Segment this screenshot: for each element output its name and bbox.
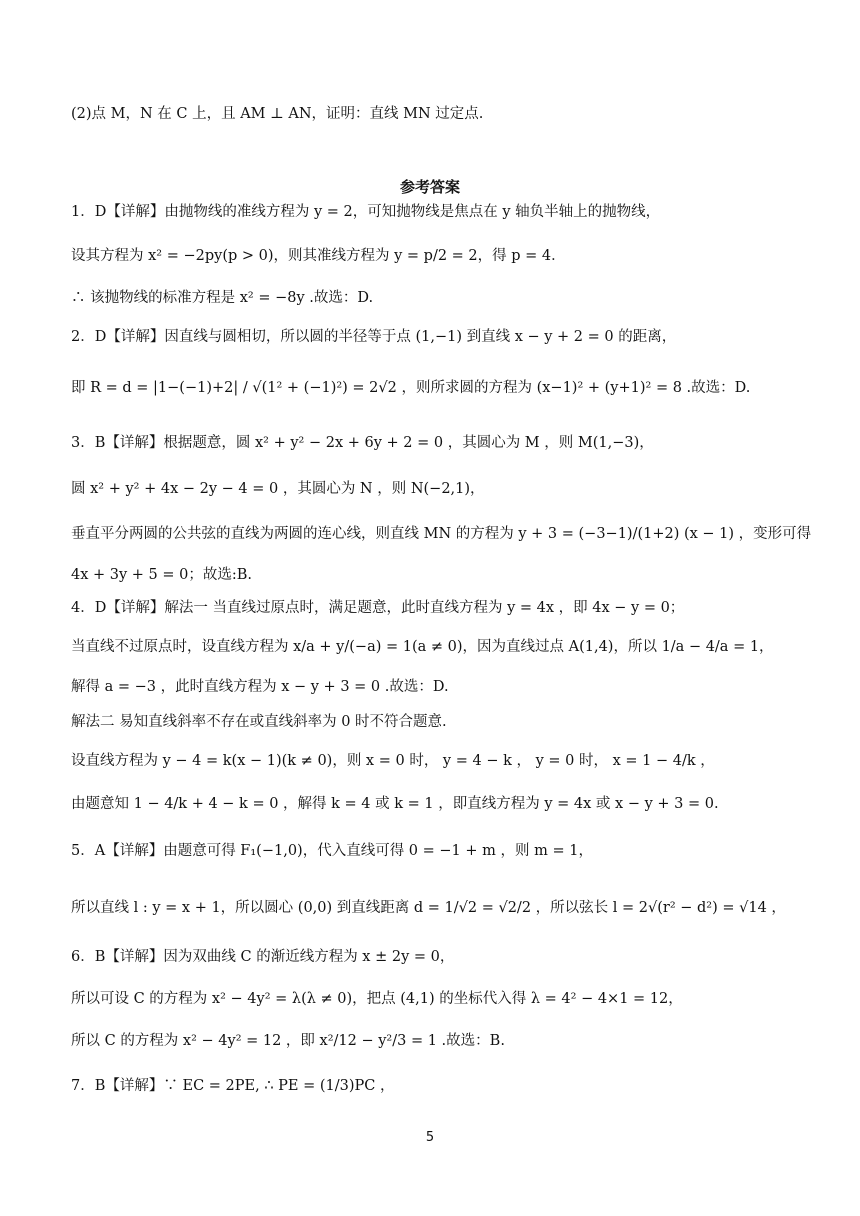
answer-line: 解法二 易知直线斜率不存在或直线斜率为 0 时不符合题意. bbox=[71, 714, 447, 730]
answer-line: 当直线不过原点时，设直线方程为 x/a + y/(−a) = 1(a ≠ 0)，因为直线过点 A(1,4)，所以 1/a − 4/a = 1， bbox=[71, 639, 774, 655]
header-question: (2)点 M，N 在 C 上，且 AM ⊥ AN，证明：直线 MN 过定点. bbox=[71, 106, 484, 122]
answer-line: 设直线方程为 y − 4 = k(x − 1)(k ≠ 0)，则 x = 0 时， y = 4 − k ， y = 0 时， x = 1 − 4/k ， bbox=[71, 753, 715, 769]
answer-line: 1．D【详解】由抛物线的准线方程为 y = 2，可知抛物线是焦点在 y 轴负半轴上的抛物线， bbox=[71, 204, 661, 220]
answer-line: 7．B【详解】∵ EC = 2PE, ∴ PE = (1/3)PC ， bbox=[71, 1078, 395, 1094]
answer-line: 设其方程为 x² = −2py(p > 0)，则其准线方程为 y = p/2 = 2，得 p = 4． bbox=[71, 248, 566, 264]
page-number: 5 bbox=[425, 1130, 435, 1145]
answer-line: 3．B【详解】根据题意，圆 x² + y² − 2x + 6y + 2 = 0 ，其圆心为 M ，则 M(1,−3)， bbox=[71, 435, 654, 451]
answer-line: 解得 a = −3 ，此时直线方程为 x − y + 3 = 0 .故选：D. bbox=[71, 679, 449, 695]
answer-line: 所以可设 C 的方程为 x² − 4y² = λ(λ ≠ 0)，把点 (4,1) 的坐标代入得 λ = 4² − 4×1 = 12， bbox=[71, 991, 683, 1007]
answer-line: 所以直线 l : y = x + 1，所以圆心 (0,0) 到直线距离 d = 1/√2 = √2/2 ，所以弦长 l = 2√(r² − d²) = √14 ， bbox=[71, 900, 786, 916]
answer-line: 6．B【详解】因为双曲线 C 的渐近线方程为 x ± 2y = 0， bbox=[71, 949, 455, 965]
answer-line: 由题意知 1 − 4/k + 4 − k = 0 ，解得 k = 4 或 k = 1 ，即直线方程为 y = 4x 或 x − y + 3 = 0. bbox=[71, 796, 719, 812]
answer-line: 5．A【详解】由题意可得 F₁(−1,0)，代入直线可得 0 = −1 + m ，则 m = 1， bbox=[71, 843, 593, 859]
answer-line: 4x + 3y + 5 = 0；故选:B. bbox=[71, 567, 253, 583]
answer-line: 垂直平分两圆的公共弦的直线为两圆的连心线，则直线 MN 的方程为 y + 3 = (−3−1)/(1+2) (x − 1) ，变形可得 bbox=[71, 526, 812, 542]
answers-title: 参考答案 bbox=[399, 178, 460, 196]
answer-line: 所以 C 的方程为 x² − 4y² = 12 ，即 x²/12 − y²/3 = 1 .故选：B. bbox=[71, 1033, 505, 1049]
answer-line: 圆 x² + y² + 4x − 2y − 4 = 0 ，其圆心为 N ，则 N(−2,1)， bbox=[71, 481, 485, 497]
answer-line: 2．D【详解】因直线与圆相切，所以圆的半径等于点 (1,−1) 到直线 x − y + 2 = 0 的距离， bbox=[71, 329, 677, 345]
answer-line: 即 R = d = |1−(−1)+2| / √(1² + (−1)²) = 2√2 ，则所求圆的方程为 (x−1)² + (y+1)² = 8 .故选：D. bbox=[71, 380, 751, 396]
answer-line: 4．D【详解】解法一 当直线过原点时，满足题意，此时直线方程为 y = 4x ，即 4x − y = 0； bbox=[71, 600, 685, 616]
answer-line: ∴ 该抛物线的标准方程是 x² = −8y .故选：D. bbox=[71, 290, 374, 306]
